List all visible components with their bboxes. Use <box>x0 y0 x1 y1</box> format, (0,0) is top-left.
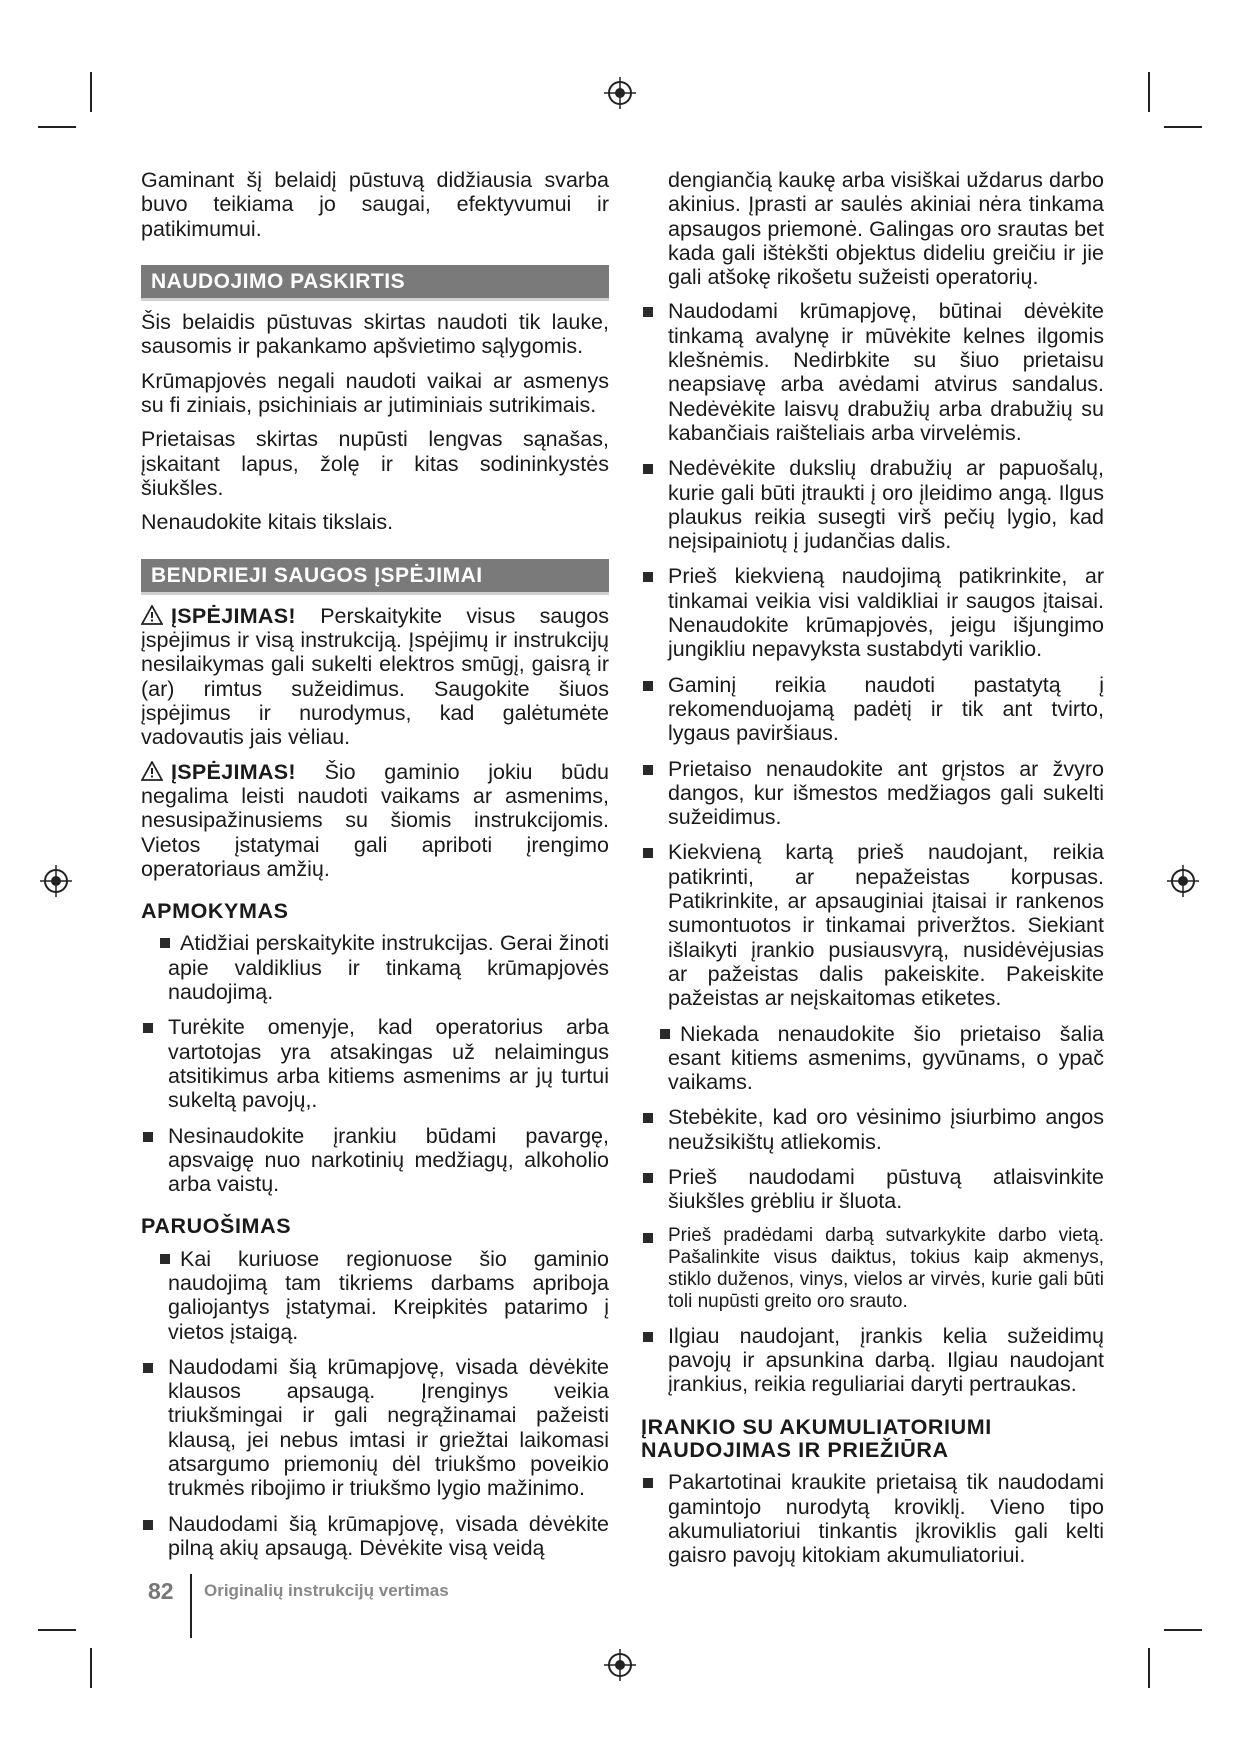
usage-paragraph: Prietaisas skirtas nupūsti lengvas sąnašas, įskaitant lapus, žolę ir kitas sodininkystės šiukšles. <box>141 427 609 500</box>
bullet-square-icon <box>643 1233 653 1243</box>
bullet-square-icon <box>143 1132 153 1142</box>
usage-paragraph: Nenaudokite kitais tikslais. <box>141 510 394 535</box>
bullet-item: Naudodami šią krūmapjovę, visada dėvėkite klausos apsaugą. Įrenginys veikia triukšmingai ir gali negrąžinamai pažeisti klausą, jei nebus imtasi ir griežtai laikomasi atsargumo priemonių dėl triukšmo poveikio trukmės ribojimo ir triukšmo lygio mažinimo. <box>141 1355 609 1501</box>
footer-divider <box>190 1574 192 1638</box>
bullet-square-icon <box>643 464 653 474</box>
intro-paragraph: Gaminant šį belaidį pūstuvą didžiausia svarba buvo teikiama jo saugai, efektyvumui ir patikimumui. <box>141 168 609 241</box>
bullet-item: Atidžiai perskaitykite instrukcijas. Gerai žinoti apie valdiklius ir tinkamą krūmapjovės naudojimą. <box>168 931 609 1004</box>
bullet-square-icon <box>643 848 653 858</box>
page-number: 82 <box>148 1578 174 1604</box>
warning-paragraph <box>141 604 609 750</box>
bullet-square-icon <box>643 765 653 775</box>
crop-mark-top-right-vertical <box>1148 72 1150 112</box>
bullet-square-icon <box>643 307 653 317</box>
warning-paragraph <box>141 760 609 881</box>
crop-mark-bottom-left-horizontal <box>38 1629 76 1631</box>
bullet-square-icon <box>643 572 653 582</box>
bullet-item: Turėkite omenyje, kad operatorius arba vartotojas yra atsakingas už nelaimingus atsitikimus arba kitiems asmenims ar jų turtui sukeltą pavojų,. <box>141 1015 609 1112</box>
warning-text: Šio gaminio jokiu būdu negalima leisti naudoti vaikams ar asmenims, nesusipažinusiems su šiomis instrukcijomis. Vietos įstatymai gali apriboti įrengimo operatoriaus amžių. <box>141 759 609 881</box>
bullet-item: Prieš pradėdami darbą sutvarkykite darbo vietą. Pašalinkite visus daiktus, tokius kaip akmenys, stiklo duženos, vinys, vielos ar virvės, kurie gali būti toli nupūsti greito oro srauto. <box>641 1225 1104 1313</box>
left-column <box>141 168 609 1571</box>
bullet-square-icon <box>643 1332 653 1342</box>
bullet-item: Stebėkite, kad oro vėsinimo įsiurbimo angos neužsikištų atliekomis. <box>641 1105 1104 1154</box>
crop-mark-top-left-horizontal <box>38 126 76 128</box>
bullet-square-icon <box>643 681 653 691</box>
bullet-square-icon <box>660 1029 670 1039</box>
bullet-square-icon <box>643 1478 653 1488</box>
crop-mark-bottom-right-vertical <box>1148 1648 1150 1688</box>
registration-mark-right-icon <box>1166 864 1200 898</box>
registration-mark-top-icon <box>603 76 637 110</box>
warning-label: ĮSPĖJIMAS! <box>171 603 296 628</box>
subheading-battery-tool <box>641 1416 1104 1462</box>
bullet-square-icon <box>143 1363 153 1373</box>
warning-triangle-icon <box>141 605 163 625</box>
bullet-item: Naudodami krūmapjovę, būtinai dėvėkite tinkamą avalynę ir mūvėkite kelnes ilgomis klešnėmis. Nedirbkite su šiuo prietaisu neapsiavę arba avėdami atvirus sandalus. Nedėvėkite laisvų drabužių arba drabužių su kabančiais raišteliais arba virvelėmis. <box>641 299 1104 445</box>
warning-triangle-icon <box>141 761 163 781</box>
bullet-square-icon <box>143 1520 153 1530</box>
continuation-paragraph: dengiančią kaukę arba visiškai uždarus darbo akinius. Įprasti ar saulės akiniai nėra tinkama apsaugos priemonė. Galingas oro srautas bet kada gali ištėkšti objektus dideliu greičiu ir jie gali atšokę rikošetu sužeisti operatorių. <box>668 168 1104 290</box>
bullet-item: Prieš naudodami pūstuvą atlaisvinkite šiukšles grėbliu ir šluota. <box>641 1165 1104 1214</box>
subheading-line: ĮRANKIO SU AKUMULIATORIUMI <box>641 1415 992 1440</box>
registration-mark-bottom-icon <box>603 1648 637 1682</box>
crop-mark-bottom-right-horizontal <box>1164 1629 1202 1631</box>
warning-text: Perskaitykite visus saugos įspėjimus ir visą instrukciją. Įspėjimų ir instrukcijų nesilaikymas gali sukelti elektros smūgį, gaisrą ir (ar) rimtus sužeidimus. Saugokite šiuos įspėjimus ir nurodymus, kad galėtumėte vadovautis jais vėliau. <box>141 603 609 750</box>
crop-mark-top-left-vertical <box>90 72 92 112</box>
bullet-item: Prieš kiekvieną naudojimą patikrinkite, ar tinkamai veikia visi valdikliai ir saugos įtaisai. Nenaudokite krūmapjovės, jeigu išjungimo jungikliu nepavyksta sustabdyti variklio. <box>641 564 1104 661</box>
warning-label: ĮSPĖJIMAS! <box>171 759 296 784</box>
subheading-line: NAUDOJIMAS IR PRIEŽIŪRA <box>641 1438 949 1463</box>
bullet-item: Kiekvieną kartą prieš naudojant, reikia patikrinti, ar nepažeistas korpusas. Patikrinkite, ar apsauginiai įtaisai ir rankenos sumontuotos ir tinkamai priveržtos. Siekiant išlaikyti įrankio pusiausvyrą, nusidėvėjusias ar pažeistas dalis pakeiskite. Pakeiskite pažeistas ar neįskaitomas etiketes. <box>641 840 1104 1010</box>
bullet-item: Nedėvėkite dukslių drabužių ar papuošalų, kurie gali būti įtraukti į oro įleidimo angą. Ilgus plaukus reikia susegti virš pečių lygio, kad neįsipainiotų į judančias dalis. <box>641 456 1104 553</box>
right-column <box>641 168 1104 1579</box>
usage-paragraph: Krūmapjovės negali naudoti vaikai ar asmenys su fi ziniais, psichiniais ar jutiminiais sutrikimais. <box>141 368 609 418</box>
bullet-square-icon <box>643 1113 653 1123</box>
bullet-square-icon <box>160 938 170 948</box>
crop-mark-top-right-horizontal <box>1164 126 1202 128</box>
registration-mark-left-icon <box>39 864 73 898</box>
bullet-square-icon <box>160 1254 170 1264</box>
usage-paragraph: Šis belaidis pūstuvas skirtas naudoti tik lauke, sausomis ir pakankamo apšvietimo sąlygomis. <box>141 310 609 359</box>
section-banner-safety: BENDRIEJI SAUGOS ĮSPĖJIMAI <box>141 559 609 595</box>
bullet-item: Kai kuriuose regionuose šio gaminio naudojimą tam tikriems darbams apriboja galiojantys įstatymai. Kreipkitės patarimo į vietos įstaigą. <box>168 1247 609 1344</box>
bullet-item: Gaminį reikia naudoti pastatytą į rekomenduojamą padėtį ir tik ant tvirto, lygaus paviršiaus. <box>641 673 1104 746</box>
bullet-square-icon <box>643 1173 653 1183</box>
subheading-preparation: PARUOŠIMAS <box>141 1214 292 1239</box>
crop-mark-bottom-left-vertical <box>90 1648 92 1688</box>
bullet-item: Ilgiau naudojant, įrankis kelia sužeidimų pavojų ir apsunkina darbą. Ilgiau naudojant įrankius, reikia reguliariai daryti pertraukas. <box>641 1324 1104 1397</box>
bullet-item: Naudodami šią krūmapjovę, visada dėvėkite pilną akių apsaugą. Dėvėkite visą veidą <box>141 1512 609 1561</box>
section-banner-usage: NAUDOJIMO PASKIRTIS <box>141 265 609 301</box>
bullet-item: Pakartotinai kraukite prietaisą tik naudodami gamintojo nurodytą kroviklį. Vieno tipo akumuliatoriui tinkantis įkroviklis gali kelti gaisro pavojų kitokiam akumuliatoriui. <box>641 1470 1104 1567</box>
subheading-training: APMOKYMAS <box>141 899 289 924</box>
bullet-item: Nesinaudokite įrankiu būdami pavargę, apsvaigę nuo narkotinių medžiagų, alkoholio arba vaistų. <box>141 1124 609 1197</box>
footer-title: Originalių instrukcijų vertimas <box>204 1581 449 1600</box>
bullet-item: Niekada nenaudokite šio prietaiso šalia esant kitiems asmenims, gyvūnams, o ypač vaikams. <box>668 1022 1104 1095</box>
bullet-item: Prietaiso nenaudokite ant grįstos ar žvyro dangos, kur išmestos medžiagos gali sukelti sužeidimus. <box>641 757 1104 830</box>
bullet-square-icon <box>143 1023 153 1033</box>
